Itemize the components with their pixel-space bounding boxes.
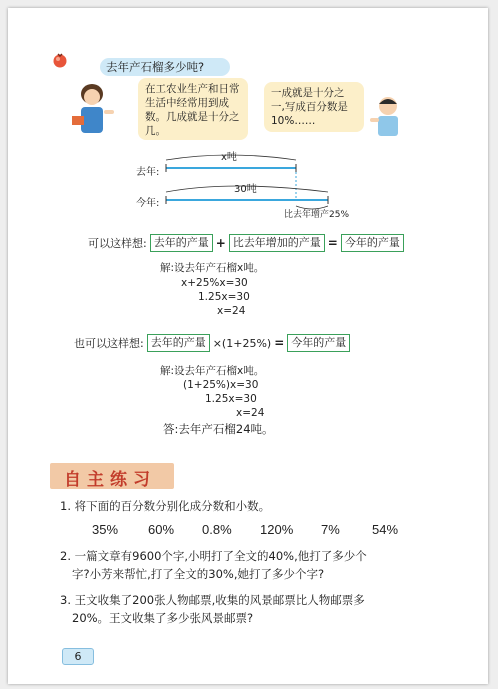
last-year-label: 去年: [136,167,160,178]
question-text: 去年产石榴多少吨? [106,60,205,74]
percent-item: 54% [372,522,399,537]
solution-one-line-2: x+25%x=30 [181,277,248,289]
exercise-3-line-2: 20%。王文收集了多少张风景邮票? [72,611,254,625]
thirty-ton-label: 30吨 [234,184,257,195]
equals-operator: = [327,236,338,250]
exercise-2-line-2: 字?小芳来帮忙,打了全文的30%,她打了多少个字? [72,567,325,581]
exercise-2-line-1: 2. 一篇文章有9600个字,小明打了全文的40%,他打了多少个 [60,549,367,563]
exercise-3-line-1: 3. 王文收集了200张人物邮票,收集的风景邮票比人物邮票多 [60,593,365,607]
this-year-output-box-2: 今年的产量 [287,334,350,352]
percent-item: 0.8% [202,522,232,537]
solution-one-line-3: 1.25x=30 [198,291,250,303]
solution-two-line-2: (1+25%)x=30 [183,379,259,391]
teacher-speech-bubble [138,78,248,140]
percent-item: 7% [321,522,340,537]
solution-two-line-1: 解:设去年产石榴x吨。 [160,365,265,377]
question-badge [100,58,230,76]
teacher-figure-icon [62,80,122,140]
x-ton-label: x吨 [221,152,237,163]
student-figure-icon [366,92,412,142]
section-title: 自主练习 [64,470,156,490]
student-speech-bubble [264,82,364,132]
increase-label: 比去年增产25% [284,210,350,220]
solution-one-line-4: x=24 [217,305,246,317]
this-year-label: 今年: [136,198,160,209]
method-two-equation [74,334,350,352]
teacher-speech-text: 在工农业生产和日常生活中经常用到成数。几成就是十分之几。 [145,83,240,137]
textbook-page [8,8,488,684]
growth-factor-text: ×(1+25%) [212,336,272,350]
this-year-output-box: 今年的产量 [341,234,404,252]
percent-item: 120% [260,522,294,537]
last-year-output-box: 去年的产量 [150,234,213,252]
solution-one-line-1: 解:设去年产石榴x吨。 [160,262,265,274]
plus-operator: + [215,236,226,250]
method-one-intro: 可以这样想: [88,237,147,250]
equals-operator-2: = [274,336,285,350]
solution-two-line-3: 1.25x=30 [205,393,257,405]
percent-item: 35% [92,522,119,537]
increase-output-box: 比去年增加的产量 [229,234,325,252]
page-number: 6 [62,648,94,665]
exercise-1-text: 1. 将下面的百分数分别化成分数和小数。 [60,499,271,513]
percent-item: 60% [148,522,175,537]
solution-two-line-4: x=24 [236,407,265,419]
pomegranate-icon [52,52,68,68]
last-year-output-box-2: 去年的产量 [147,334,210,352]
answer-text: 答:去年产石榴24吨。 [163,422,274,436]
method-one-equation [88,234,404,252]
method-two-intro: 也可以这样想: [74,337,144,350]
student-speech-text: 一成就是十分之一,写成百分数是10%…… [271,87,348,127]
